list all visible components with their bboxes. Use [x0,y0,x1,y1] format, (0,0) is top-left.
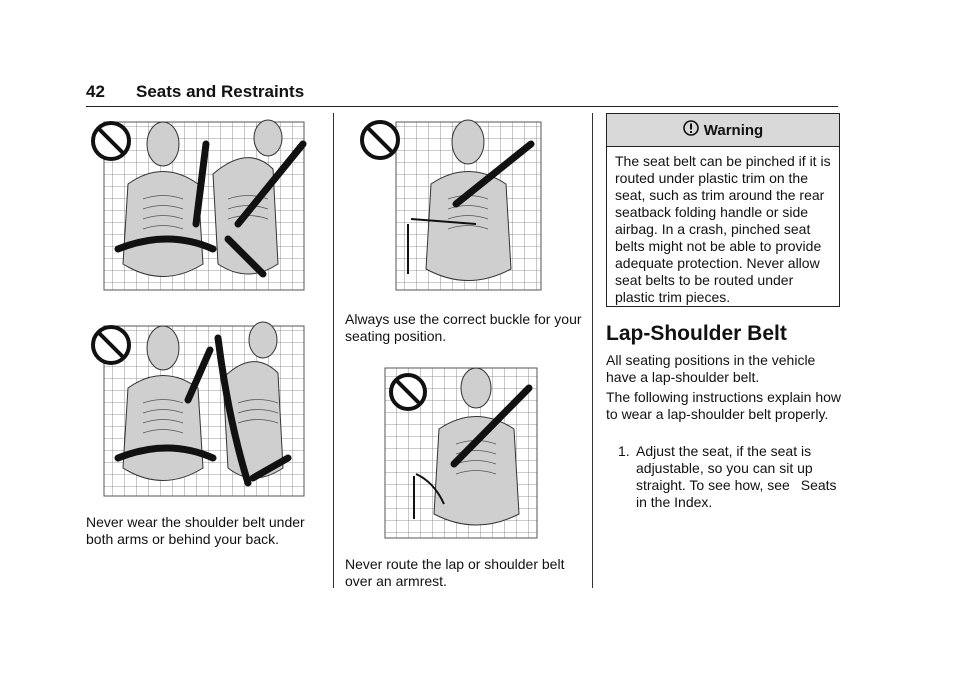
caption-belt-under-arms: Never wear the shoulder belt under both arms or behind your back. [86,514,305,547]
prohibition-icon [362,122,398,158]
lap-shoulder-intro-2: The following instructions explain how to wear a lap-shoulder belt properly. [606,389,842,422]
warning-title: Warning [703,121,764,139]
lap-shoulder-intro: All seating positions in the vehicle have a lap-shoulder belt. [606,352,816,385]
step-text: Adjust the seat, if the seat is adjustable, so you can sit up straight. To see how, see Seats in the Index. [636,443,844,510]
figure-belt-behind-back [88,318,318,500]
page-header [86,82,838,107]
column-divider [592,113,593,588]
figure-correct-buckle [356,114,556,294]
prohibition-icon [93,327,129,363]
warning-icon [683,120,699,140]
prohibition-icon [93,123,129,159]
page-number: 42 [86,82,105,101]
figure-belt-over-armrest [384,364,544,542]
warning-body: The seat belt can be pinched if it is routed under plastic trim on the seat, such as trim around the rear seatback folding handle or side airbag. In a crash, pinched seat belts might not be able to provide adequate protection. Never allow seat belts to be routed under plastic trim pieces. [615,153,831,305]
column-divider [333,113,334,588]
caption-correct-buckle: Always use the correct buckle for your seating position. [345,311,582,344]
figure-belt-under-arms [88,114,318,294]
caption-belt-over-armrest: Never route the lap or shoulder belt over an armrest. [345,556,565,589]
section-title: Seats and Restraints [136,82,305,101]
step-number: 1. [618,443,630,459]
prohibition-icon [391,375,425,409]
lap-shoulder-heading: Lap-Shoulder Belt [606,322,787,345]
warning-box [606,113,840,307]
warning-header [607,114,839,147]
